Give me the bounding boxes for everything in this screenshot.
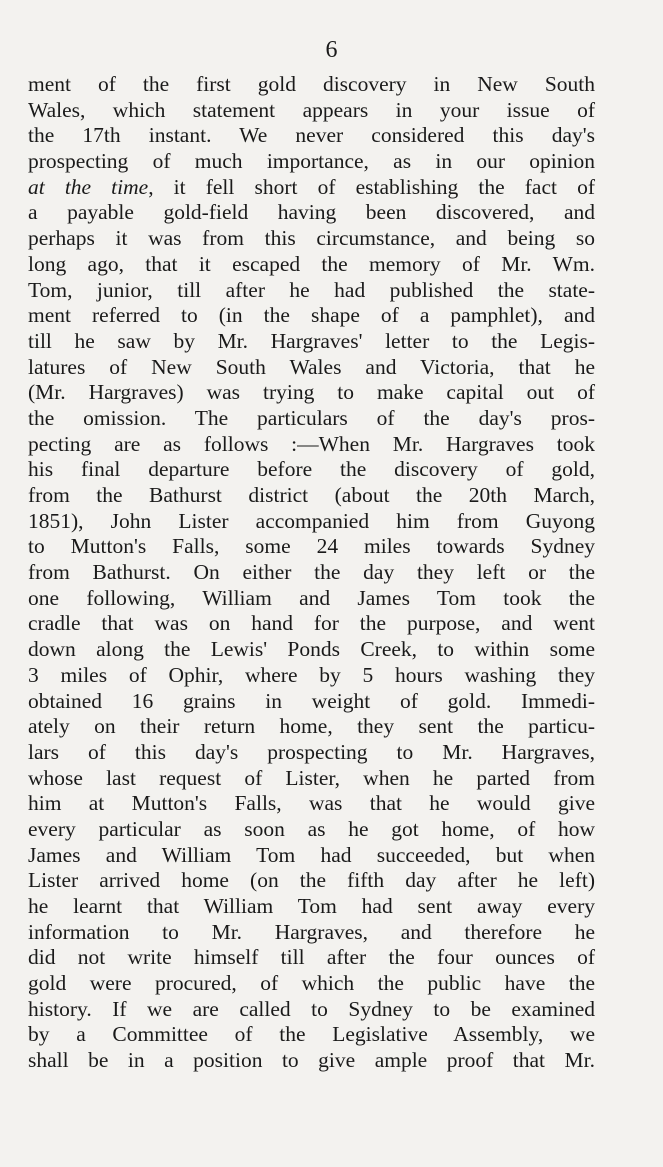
text-line: ment of the first gold discovery in New South: [28, 72, 595, 96]
text-line: did not write himself till after the four ounces of: [28, 945, 595, 970]
text-line: cradle that was on hand for the purpose, and went: [28, 611, 595, 636]
page-number: 6: [325, 37, 338, 63]
text-line: 1851), John Lister accompanied him from Guyong: [28, 508, 595, 533]
text-line: the omission. The particulars of the day's pros-: [28, 405, 595, 430]
text-line: a payable gold-field having been discovered, and: [28, 200, 595, 225]
text-line: perhaps it was from this circumstance, and being so: [28, 226, 595, 251]
text-line: [28, 175, 595, 201]
text-line: his final departure before the discovery of gold,: [28, 457, 595, 482]
text-line: to Mutton's Falls, some 24 miles towards Sydney: [28, 534, 595, 559]
text-line: Tom, junior, till after he had published the state-: [28, 277, 595, 302]
line-text: , it fell short of establishing the fact of: [148, 174, 595, 199]
text-line: ment referred to (in the shape of a pamphlet), and: [28, 303, 595, 328]
italic-phrase: at the time: [28, 174, 149, 199]
text-line: every particular as soon as he got home, of how: [28, 816, 595, 841]
text-line: obtained 16 grains in weight of gold. Immedi-: [28, 688, 595, 713]
text-line: prospecting of much importance, as in our opinion: [28, 149, 595, 174]
text-line: information to Mr. Hargraves, and therefore he: [28, 919, 595, 944]
text-line: down along the Lewis' Ponds Creek, to within some: [28, 637, 595, 662]
text-line: shall be in a position to give ample proof that Mr.: [28, 1048, 595, 1073]
text-line: gold were procured, of which the public have the: [28, 971, 595, 996]
text-line: latures of New South Wales and Victoria, that he: [28, 354, 595, 379]
text-line: from the Bathurst district (about the 20th March,: [28, 483, 595, 507]
text-line: lars of this day's prospecting to Mr. Hargraves,: [28, 739, 595, 764]
text-line: Lister arrived home (on the fifth day after he left): [28, 868, 595, 893]
text-line: one following, William and James Tom took the: [28, 585, 595, 610]
text-line: pecting are as follows :—When Mr. Hargraves took: [28, 431, 595, 456]
text-line: ately on their return home, they sent the particu-: [28, 714, 595, 739]
text-line: (Mr. Hargraves) was trying to make capital out of: [28, 380, 595, 405]
text-line: he learnt that William Tom had sent away every: [28, 894, 595, 918]
text-line: 3 miles of Ophir, where by 5 hours washing they: [28, 662, 595, 687]
body-text: [28, 72, 595, 1074]
text-line: Wales, which statement appears in your issue of: [28, 97, 595, 122]
text-line: from Bathurst. On either the day they left or the: [28, 560, 595, 585]
text-line: whose last request of Lister, when he parted from: [28, 765, 595, 790]
text-line: long ago, that it escaped the memory of Mr. Wm.: [28, 251, 595, 276]
text-line: till he saw by Mr. Hargraves' letter to the Legis-: [28, 328, 595, 353]
text-line: by a Committee of the Legislative Assembly, we: [28, 1022, 595, 1047]
text-line: him at Mutton's Falls, was that he would give: [28, 791, 595, 816]
text-line: the 17th instant. We never considered this day's: [28, 123, 595, 148]
text-line: James and William Tom had succeeded, but when: [28, 842, 595, 867]
text-line: history. If we are called to Sydney to be examined: [28, 996, 595, 1021]
